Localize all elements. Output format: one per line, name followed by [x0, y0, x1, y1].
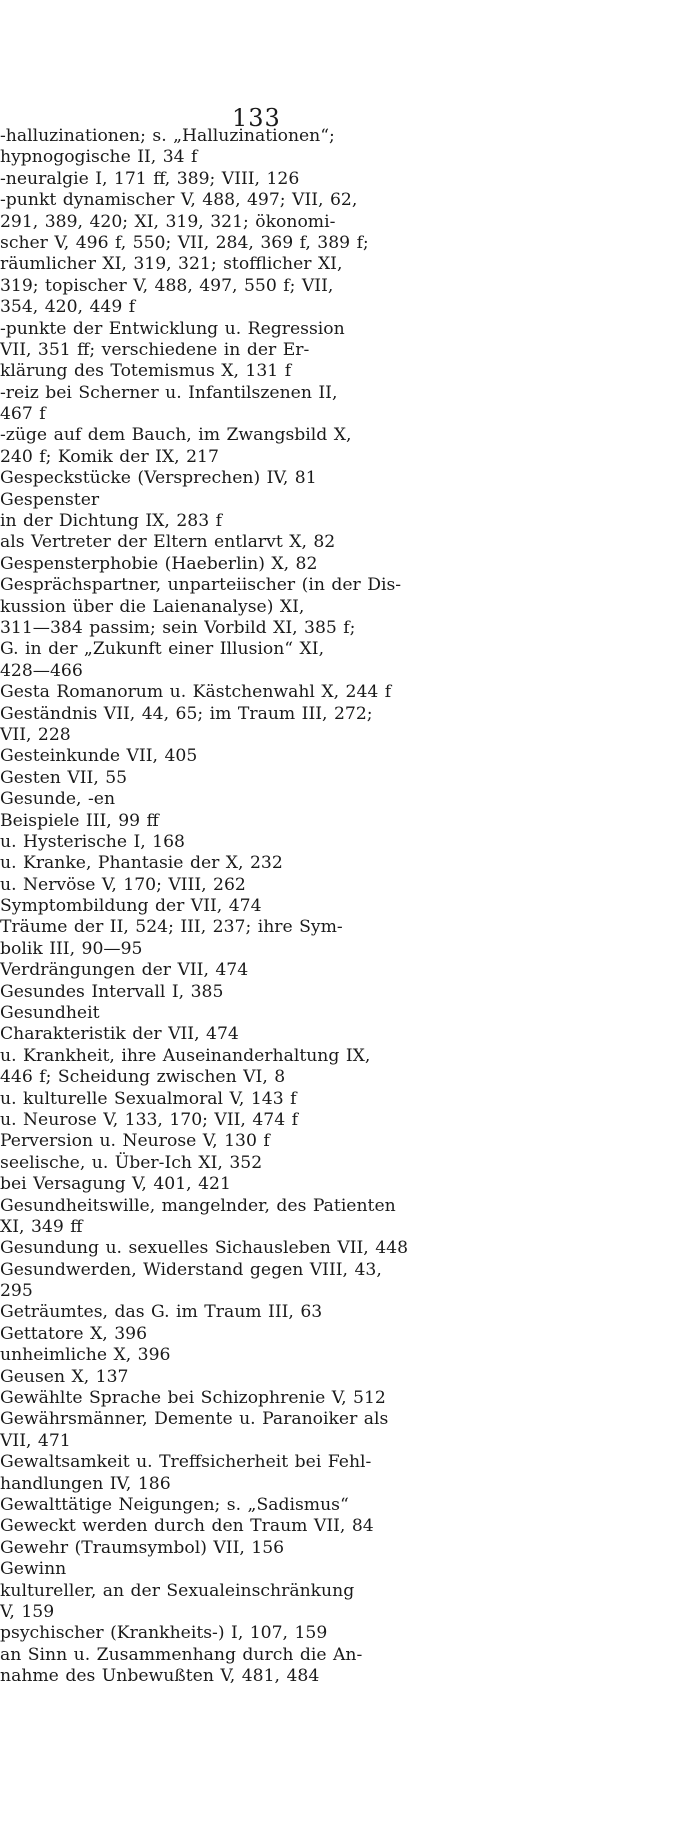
index-entry-heading: Gewählte Sprache bei Schizophrenie V, 512 [0, 1388, 386, 1409]
index-entry-subline: 354, 420, 449 f [0, 297, 136, 318]
index-line [0, 1559, 697, 1580]
index-entry-subline: -punkt dynamischer V, 488, 497; VII, 62, [0, 190, 358, 211]
index-entry-subline: bei Versagung V, 401, 421 [0, 1174, 231, 1195]
index-line [0, 1581, 697, 1602]
index-entry-subline: u. kulturelle Sexualmoral V, 143 f [0, 1088, 297, 1109]
index-entry-subline: an Sinn u. Zusammenhang durch die An- [0, 1644, 363, 1665]
index-entry-heading: Gespensterphobie (Haeberlin) X, 82 [0, 553, 318, 574]
index-line [0, 704, 697, 725]
index-line [0, 1046, 697, 1067]
index-line [0, 832, 697, 853]
index-line [0, 254, 697, 275]
index-line [0, 960, 697, 981]
index-line [0, 853, 697, 874]
index-entry-subline: handlungen IV, 186 [0, 1473, 171, 1494]
index-line [0, 1388, 697, 1409]
index-line [0, 447, 697, 468]
index-entry-subline: u. Neurose V, 133, 170; VII, 474 f [0, 1109, 298, 1130]
index-entry-subline: u. Nervöse V, 170; VIII, 262 [0, 874, 246, 895]
index-entry-subline: hypnogogische II, 34 f [0, 147, 198, 168]
index-entry-subline: VII, 228 [0, 724, 71, 745]
index-line [0, 1196, 697, 1217]
index-entry-heading: Gesteinkunde VII, 405 [0, 746, 198, 767]
index-line [0, 1602, 697, 1623]
index-entry-heading: Gesundung u. sexuelles Sichausleben VII, 448 [0, 1238, 409, 1259]
index-line [0, 1474, 697, 1495]
index-line [0, 639, 697, 660]
index-line [0, 1024, 697, 1045]
index-line [0, 404, 697, 425]
index-line [0, 212, 697, 233]
index-line [0, 1409, 697, 1430]
index-line [0, 1174, 697, 1195]
index-entry-subline: G. in der „Zukunft einer Illusion“ XI, [0, 639, 325, 660]
index-entry-heading: Gesundwerden, Widerstand gegen VIII, 43, [0, 1259, 382, 1280]
index-entry-heading: Gesprächspartner, unparteiischer (in der Dis- [0, 575, 402, 596]
index-entry-subline: 467 f [0, 404, 46, 425]
index-entry-subline: als Vertreter der Eltern entlarvt X, 82 [0, 532, 336, 553]
index-line [0, 1516, 697, 1537]
index-entry-subline: räumlicher XI, 319, 321; stofflicher XI, [0, 254, 343, 275]
index-line [0, 917, 697, 938]
index-entry-subline: Verdrängungen der VII, 474 [0, 960, 249, 981]
index-line [0, 1003, 697, 1024]
index-entry-subline: u. Kranke, Phantasie der X, 232 [0, 853, 283, 874]
index-line [0, 276, 697, 297]
index-entry-heading: Gewinn [0, 1559, 67, 1580]
index-line [0, 575, 697, 596]
page-number: 133 [232, 104, 281, 132]
index-line [0, 1153, 697, 1174]
index-entry-heading: Gesundheitswille, mangelnder, des Patienten [0, 1195, 396, 1216]
index-line [0, 490, 697, 511]
index-line [0, 1302, 697, 1323]
index-entry-heading: Gesunde, -en [0, 789, 116, 810]
index-line [0, 768, 697, 789]
index-line [0, 554, 697, 575]
index-entry-subline: 319; topischer V, 488, 497, 550 f; VII, [0, 275, 334, 296]
index-entry-subline: u. Hysterische I, 168 [0, 831, 185, 852]
index-line [0, 425, 697, 446]
index-entry-heading: Gewalttätige Neigungen; s. „Sadismus“ [0, 1495, 349, 1515]
index-entry-subline: u. Krankheit, ihre Auseinanderhaltung IX, [0, 1045, 371, 1066]
index-entry-subline: 295 [0, 1281, 33, 1302]
index-entry-subline: bolik III, 90—95 [0, 938, 143, 959]
index-line [0, 511, 697, 532]
index-line [0, 875, 697, 896]
index-entry-heading: Gesundheit [0, 1003, 100, 1024]
index-entry-subline: -neuralgie I, 171 ff, 389; VIII, 126 [0, 168, 300, 189]
index-entry-heading: Geweckt werden durch den Traum VII, 84 [0, 1516, 374, 1537]
index-entry-subline: unheimliche X, 396 [0, 1345, 171, 1366]
index-entry-subline: kussion über die Laienanalyse) XI, [0, 596, 305, 617]
index-entry-heading: Gettatore X, 396 [0, 1323, 148, 1344]
index-line [0, 982, 697, 1003]
index-line [0, 789, 697, 810]
index-entry-subline: psychischer (Krankheits-) I, 107, 159 [0, 1623, 328, 1644]
index-entry-subline: 240 f; Komik der IX, 217 [0, 446, 219, 467]
index-entry-heading: Gesta Romanorum u. Kästchenwahl X, 244 f [0, 682, 392, 703]
index-line [0, 1131, 697, 1152]
index-line [0, 169, 697, 190]
index-line [0, 1345, 697, 1366]
index-entry-subline: -züge auf dem Bauch, im Zwangsbild X, [0, 425, 352, 446]
index-line [0, 811, 697, 832]
index-entry-heading: Gesten VII, 55 [0, 767, 128, 788]
index-line [0, 297, 697, 318]
index-line [0, 1645, 697, 1666]
index-line [0, 597, 697, 618]
index-line [0, 746, 697, 767]
index-entry-subline: Beispiele III, 99 ff [0, 810, 159, 831]
index-line [0, 340, 697, 361]
index-entry-subline: Symptombildung der VII, 474 [0, 896, 262, 917]
index-line [0, 1623, 697, 1644]
index-entry-subline: V, 159 [0, 1601, 55, 1622]
index-line [0, 1452, 697, 1473]
index-entry-subline: 311—384 passim; sein Vorbild XI, 385 f; [0, 617, 356, 638]
index-line [0, 361, 697, 382]
index-entry-subline: in der Dichtung IX, 283 f [0, 511, 222, 532]
index-entry-heading: Gewehr (Traumsymbol) VII, 156 [0, 1537, 285, 1558]
index-line [0, 1110, 697, 1131]
index-line [0, 1217, 697, 1238]
index-line [0, 896, 697, 917]
index-entry-subline: nahme des Unbewußten V, 481, 484 [0, 1666, 320, 1687]
index-entry-subline: klärung des Totemismus X, 131 f [0, 361, 292, 382]
index-entry-heading: Gesundes Intervall I, 385 [0, 981, 224, 1002]
index-line [0, 190, 697, 211]
index-entry-subline: 428—466 [0, 660, 83, 681]
index-entry-heading: Gewährsmänner, Demente u. Paranoiker als [0, 1409, 389, 1430]
index-line [0, 1431, 697, 1452]
index-entry-heading: Geusen X, 137 [0, 1366, 129, 1387]
index-line [0, 618, 697, 639]
index-line [0, 233, 697, 254]
index-line [0, 1260, 697, 1281]
index-line [0, 725, 697, 746]
index-line [0, 661, 697, 682]
index-line [0, 1089, 697, 1110]
index-entry-heading: Gespenster [0, 489, 100, 510]
index-entry-subline: seelische, u. Über-Ich XI, 352 [0, 1152, 263, 1173]
index-entry-subline: -halluzinationen; s. „Halluzinationen“; [0, 126, 335, 146]
index-entry-subline: 446 f; Scheidung zwischen VI, 8 [0, 1067, 286, 1088]
index-line [0, 1538, 697, 1559]
index-line [0, 1067, 697, 1088]
index-entry-heading: Geträumtes, das G. im Traum III, 63 [0, 1302, 323, 1323]
index-entry-subline: -reiz bei Scherner u. Infantilszenen II, [0, 382, 338, 403]
index-entries [0, 126, 697, 1688]
index-entry-subline: VII, 471 [0, 1430, 71, 1451]
index-line [0, 1281, 697, 1302]
index-entry-subline: VII, 351 ff; verschiedene in der Er- [0, 339, 310, 360]
index-line [0, 939, 697, 960]
index-line [0, 1367, 697, 1388]
index-entry-subline: Träume der II, 524; III, 237; ihre Sym- [0, 917, 343, 938]
index-entry-heading: Gespeckstücke (Versprechen) IV, 81 [0, 468, 317, 489]
index-line [0, 147, 697, 168]
index-line [0, 319, 697, 340]
index-entry-subline: Charakteristik der VII, 474 [0, 1024, 239, 1045]
index-entry-subline: scher V, 496 f, 550; VII, 284, 369 f, 389 f; [0, 232, 369, 253]
index-entry-subline: kultureller, an der Sexualeinschränkung [0, 1580, 355, 1601]
index-entry-heading: Gewaltsamkeit u. Treffsicherheit bei Fehl- [0, 1452, 372, 1473]
index-line [0, 682, 697, 703]
index-line [0, 1238, 697, 1259]
index-line [0, 1495, 697, 1516]
index-entry-heading: Geständnis VII, 44, 65; im Traum III, 272; [0, 703, 373, 724]
index-line [0, 532, 697, 553]
index-entry-subline: 291, 389, 420; XI, 319, 321; ökonomi- [0, 211, 336, 232]
index-entry-subline: -punkte der Entwicklung u. Regression [0, 318, 345, 339]
index-entry-subline: XI, 349 ff [0, 1216, 83, 1237]
index-entry-subline: Perversion u. Neurose V, 130 f [0, 1131, 270, 1152]
index-line [0, 126, 697, 147]
index-line [0, 468, 697, 489]
index-line [0, 1666, 697, 1687]
index-line [0, 1324, 697, 1345]
index-line [0, 383, 697, 404]
